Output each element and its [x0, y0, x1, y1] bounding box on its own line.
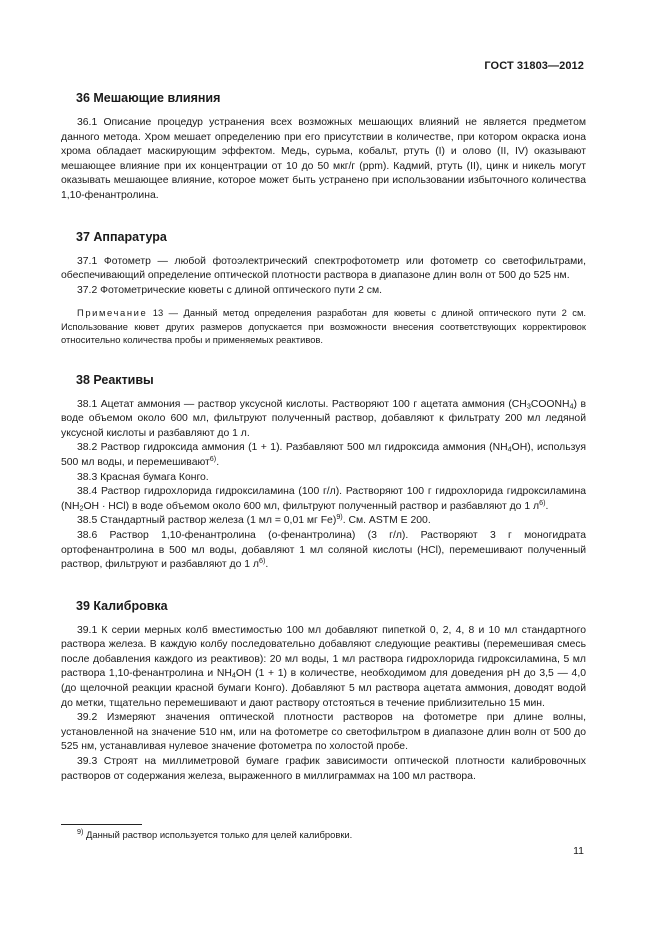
- paragraph-36-1: 36.1 Описание процедур устранения всех возможных мешающих влияний не является предметом данного метода. Хром мешает определению при его присутствии в количестве, при котором окраска иона хрома обладает маскирующим эффектом. Медь, сурьма, кобальт, ртуть (I) и олово (II, IV) оказывают мешающее влияние при их концентрации от 10 до 50 мкг/г (ppm). Кадмий, ртуть (II), цинк и никель могут оказывать мешающее влияние, которое может быть устранено при использовании избыточного количества 1,10-фенантролина.: [61, 117, 586, 201]
- footnote-ref: 6): [539, 497, 546, 507]
- text-run: 38.1 Ацетат аммония — раствор уксусной кислоты. Растворяют 100 г ацетата аммония (CH: [77, 398, 527, 410]
- section-37-title: 37 Аппаратура: [76, 229, 167, 244]
- footnote-ref: 6): [259, 556, 266, 566]
- text-run: . См. ASTM E 200.: [342, 515, 431, 527]
- subscript: 4: [231, 670, 236, 680]
- section-39-title: 39 Калибровка: [76, 598, 168, 613]
- footnote-divider: [61, 824, 142, 825]
- page-content: [61, 90, 586, 809]
- section-36: [61, 90, 586, 204]
- paragraph-39-1: [61, 624, 586, 712]
- footnote-text: Данный раствор используется только для целей калибровки.: [83, 829, 353, 840]
- footnote-ref: 6): [209, 453, 217, 463]
- note-13: [61, 306, 586, 346]
- page-number: 11: [573, 845, 584, 857]
- paragraph-38-6: [61, 529, 586, 573]
- text-run: 38.2 Раствор гидроксида аммония (1 + 1). Разбавляют 500 мл гидроксида аммония (NH: [77, 442, 508, 454]
- note-text: 13 — Данный метод определения разработан для кюветы с длиной оптического пути 2 см. Использование кювет других размеров допускается при возможности внесения соответствующих корректировок относительно количества пробы и применяемых реактивов.: [61, 307, 587, 346]
- text-run: .: [545, 500, 549, 512]
- footnote-9: [61, 829, 586, 841]
- text-run: OH · HCl) в воде объемом около 600 мл, фильтруют полученный раствор и разбавляют до 1 л: [83, 500, 540, 512]
- subscript: 4: [569, 401, 574, 411]
- paragraph-37-1: 37.1 Фотометр — любой фотоэлектрический спектрофотометр или фотометр со светофильтрами, обеспечивающий определение оптической плотности раствора в диапазоне длин волн от 500 до 525 нм.: [61, 255, 586, 282]
- text-run: .: [216, 456, 220, 468]
- paragraph-38-3: 38.3 Красная бумага Конго.: [77, 471, 209, 483]
- paragraph-38-4: [61, 485, 586, 514]
- paragraph-38-2: [61, 441, 586, 470]
- note-label: Примечание: [77, 307, 148, 319]
- section-39: [61, 598, 586, 785]
- text-run: 38.5 Стандартный раствор железа (1 мл = 0,01 мг Fe): [77, 515, 337, 527]
- document-standard-id: ГОСТ 31803—2012: [484, 60, 584, 72]
- footnote-ref: 9): [336, 512, 343, 522]
- subscript: 4: [507, 444, 512, 454]
- paragraph-37-2: 37.2 Фотометрические кюветы с длиной оптического пути 2 см.: [77, 284, 383, 296]
- footnote-mark: 9): [77, 827, 84, 836]
- section-36-title: 36 Мешающие влияния: [76, 91, 221, 105]
- text-run: COONH: [530, 398, 570, 410]
- section-38-title: 38 Реактивы: [76, 372, 154, 387]
- text-run: OH), используя 500 мл воды, и перемешивают: [61, 442, 587, 468]
- text-run: 38.6 Раствор 1,10-фенантролина (о-фенантролина) (3 г/л). Растворяют 3 г моногидрата ортофенантролина в 500 мл воды, добавляют 1 мл соляной кислоты (HCl), перемешивают полученный раствор, фильтруют и разбавляют до 1 л: [61, 529, 586, 571]
- section-38: [61, 372, 586, 573]
- subscript: 3: [526, 401, 531, 411]
- paragraph-39-2: 39.2 Измеряют значения оптической плотности растворов на фотометре при длине волны, установленной на значение 510 нм, или на фотометре со светофильтром в диапазоне длин волн от 500 до 525 нм, устанавливая нулевое значение фотометра по холостой пробе.: [61, 712, 586, 753]
- subscript: 2: [79, 503, 84, 513]
- paragraph-38-5: [61, 514, 586, 529]
- text-run: .: [265, 559, 269, 571]
- text-run: 39.1 К серии мерных колб вместимостью 100 мл добавляют пипеткой 0, 2, 4, 8 и 10 мл стандартного раствора железа. В каждую колбу последовательно добавляют следующие реактивы (перемешивая смесь после добавления каждого из реактивов): 20 мл воды, 1 мл раствора гидрохлорида гидроксиламина, 5 мл раствора 1,10-фенантролина и NH: [61, 624, 586, 680]
- paragraph-39-3: 39.3 Строят на миллиметровой бумаге график зависимости оптической плотности калибровочных растворов от содержания железа, выраженного в миллиграммах на 100 мл раствора.: [61, 756, 586, 782]
- paragraph-38-1: [61, 398, 586, 442]
- text-run: OH (1 + 1) в количестве, необходимом для доведения pH до 3,5 — 4,0 (до щелочной реакции красной бумаги Конго). Добавляют 5 мл раствора ацетата аммония, доводят водой до метки, тщательно перемешивают и дают раствору отстояться в течение приблизительно 15 мин.: [61, 668, 587, 709]
- text-run: ) в воде объемом около 600 мл, фильтруют полученный раствор, добавляют к фильтрату 200 мл ледяной уксусной кислоты и разбавляют до 1 л.: [61, 398, 586, 439]
- text-run: 38.4 Раствор гидрохлорида гидроксиламина (100 г/л). Растворяют 100 г гидрохлорида гидроксиламина (NH: [61, 486, 586, 512]
- section-37: [61, 229, 586, 347]
